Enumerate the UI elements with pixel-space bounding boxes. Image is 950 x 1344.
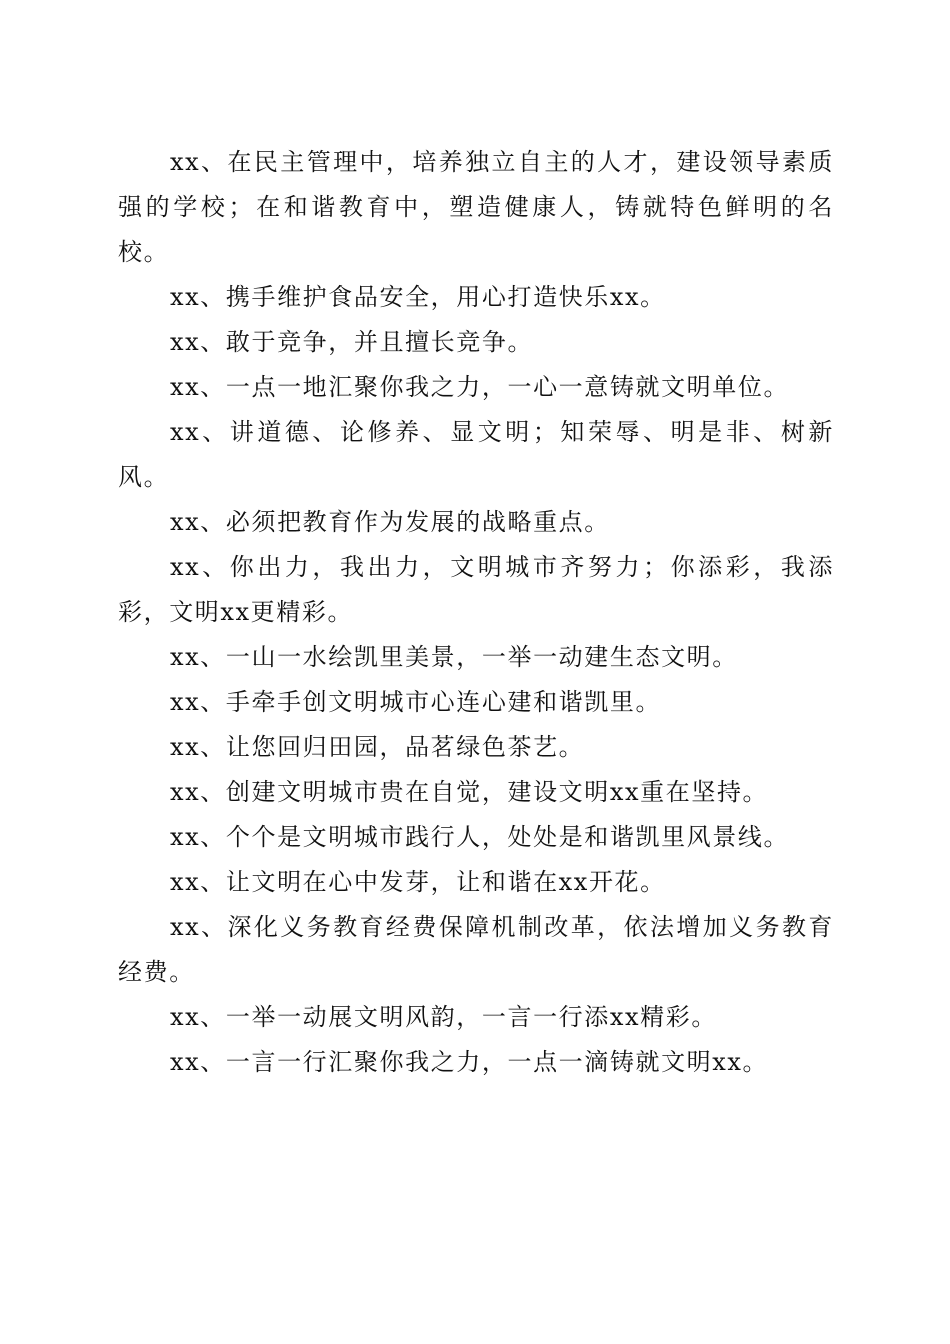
paragraph-9: xx、手牵手创文明城市心连心建和谐凯里。 <box>170 688 662 716</box>
paragraph-10: xx、让您回归田园，品茗绿色茶艺。 <box>170 733 585 761</box>
paragraph-11: xx、创建文明城市贵在自觉，建设文明xx重在坚持。 <box>170 778 769 806</box>
paragraph-4: xx、一点一地汇聚你我之力，一心一意铸就文明单位。 <box>170 373 790 401</box>
paragraph-12: xx、个个是文明城市践行人，处处是和谐凯里风景线。 <box>170 823 790 851</box>
paragraph-13: xx、让文明在心中发芽，让和谐在xx开花。 <box>170 868 666 896</box>
paragraph-15: xx、一举一动展文明风韵，一言一行添xx精彩。 <box>170 1003 717 1031</box>
paragraph-5: xx、讲道德、论修养、显文明；知荣辱、明是非、树新风。 <box>118 418 834 491</box>
paragraph-8: xx、一山一水绘凯里美景，一举一动建生态文明。 <box>170 643 738 671</box>
paragraph-14: xx、深化义务教育经费保障机制改革，依法增加义务教育经费。 <box>118 913 834 986</box>
paragraph-1: xx、在民主管理中，培养独立自主的人才，建设领导素质强的学校；在和谐教育中，塑造健康人，铸就特色鲜明的名校。 <box>118 148 834 266</box>
paragraph-3: xx、敢于竞争，并且擅长竞争。 <box>170 328 534 356</box>
paragraph-2: xx、携手维护食品安全，用心打造快乐xx。 <box>170 283 666 311</box>
paragraph-6: xx、必须把教育作为发展的战略重点。 <box>170 508 610 536</box>
paragraph-7: xx、你出力，我出力，文明城市齐努力；你添彩，我添彩，文明xx更精彩。 <box>118 553 834 626</box>
document-body <box>118 140 834 1085</box>
paragraph-16: xx、一言一行汇聚你我之力，一点一滴铸就文明xx。 <box>170 1048 769 1076</box>
